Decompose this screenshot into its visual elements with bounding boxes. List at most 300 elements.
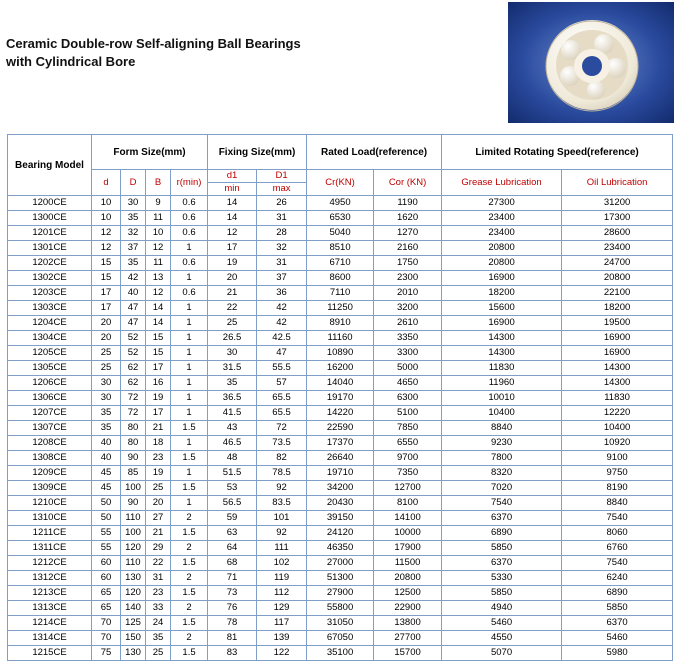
table-cell: 1306CE [8, 391, 92, 406]
table-cell: 20800 [442, 241, 562, 256]
table-cell: 34200 [307, 481, 374, 496]
table-cell: 40 [92, 436, 121, 451]
page-title [6, 35, 301, 71]
table-cell: 83.5 [257, 496, 307, 511]
table-cell: 6760 [562, 541, 673, 556]
table-cell: 1214CE [8, 616, 92, 631]
table-cell: 1 [171, 466, 208, 481]
table-cell: 73 [208, 586, 257, 601]
table-cell: 15 [146, 346, 171, 361]
table-row [8, 586, 673, 601]
table-cell: 22590 [307, 421, 374, 436]
table-cell: 1301CE [8, 241, 92, 256]
table-cell: 5100 [374, 406, 442, 421]
header-limited-speed: Limited Rotating Speed(reference) [442, 135, 673, 170]
table-cell: 1 [171, 406, 208, 421]
table-cell: 65.5 [257, 406, 307, 421]
table-cell: 1.5 [171, 616, 208, 631]
table-cell: 1311CE [8, 541, 92, 556]
table-cell: 13800 [374, 616, 442, 631]
table-cell: 1207CE [8, 406, 92, 421]
table-cell: 27000 [307, 556, 374, 571]
table-cell: 5460 [562, 631, 673, 646]
table-cell: 30 [121, 196, 146, 211]
table-cell: 46.5 [208, 436, 257, 451]
table-cell: 41.5 [208, 406, 257, 421]
table-cell: 43 [208, 421, 257, 436]
table-cell: 2010 [374, 286, 442, 301]
header-r-min: r(min) [171, 170, 208, 196]
table-cell: 26640 [307, 451, 374, 466]
table-cell: 16900 [562, 331, 673, 346]
table-cell: 1211CE [8, 526, 92, 541]
table-cell: 110 [121, 511, 146, 526]
table-cell: 51.5 [208, 466, 257, 481]
table-row [8, 436, 673, 451]
table-cell: 7110 [307, 286, 374, 301]
table-cell: 28600 [562, 226, 673, 241]
table-row [8, 316, 673, 331]
table-cell: 6710 [307, 256, 374, 271]
table-cell: 5070 [442, 646, 562, 661]
table-cell: 12 [146, 286, 171, 301]
table-cell: 78 [208, 616, 257, 631]
title-line-1: Ceramic Double-row Self-aligning Ball Bearings [6, 36, 301, 51]
table-cell: 18200 [562, 301, 673, 316]
table-cell: 1203CE [8, 286, 92, 301]
table-cell: 35 [92, 421, 121, 436]
table-cell: 24120 [307, 526, 374, 541]
table-cell: 68 [208, 556, 257, 571]
table-cell: 5040 [307, 226, 374, 241]
table-cell: 5850 [562, 601, 673, 616]
table-row [8, 541, 673, 556]
table-cell: 28 [257, 226, 307, 241]
table-row [8, 256, 673, 271]
table-cell: 55 [92, 541, 121, 556]
table-cell: 18200 [442, 286, 562, 301]
table-cell: 2 [171, 631, 208, 646]
table-cell: 70 [92, 631, 121, 646]
table-cell: 55 [92, 526, 121, 541]
table-cell: 2 [171, 571, 208, 586]
header-outer-d: D [121, 170, 146, 196]
table-cell: 65 [92, 601, 121, 616]
table-cell: 10890 [307, 346, 374, 361]
table-cell: 12 [92, 226, 121, 241]
table-cell: 14300 [442, 346, 562, 361]
header-cor: Cor (KN) [374, 170, 442, 196]
table-cell: 29 [146, 541, 171, 556]
table-cell: 9 [146, 196, 171, 211]
table-cell: 6370 [442, 556, 562, 571]
table-cell: 6300 [374, 391, 442, 406]
table-cell: 90 [121, 496, 146, 511]
table-cell: 1314CE [8, 631, 92, 646]
table-cell: 9100 [562, 451, 673, 466]
table-cell: 46350 [307, 541, 374, 556]
table-cell: 12 [92, 241, 121, 256]
table-row [8, 271, 673, 286]
table-row [8, 571, 673, 586]
table-cell: 11160 [307, 331, 374, 346]
table-row [8, 301, 673, 316]
table-cell: 31.5 [208, 361, 257, 376]
table-cell: 35 [121, 256, 146, 271]
table-cell: 25 [208, 316, 257, 331]
table-cell: 31 [257, 211, 307, 226]
table-cell: 120 [121, 586, 146, 601]
table-cell: 1 [171, 376, 208, 391]
table-cell: 6240 [562, 571, 673, 586]
table-cell: 56.5 [208, 496, 257, 511]
table-cell: 12500 [374, 586, 442, 601]
table-cell: 7540 [442, 496, 562, 511]
table-row [8, 331, 673, 346]
table-cell: 1.5 [171, 451, 208, 466]
table-cell: 17 [146, 361, 171, 376]
table-cell: 60 [92, 571, 121, 586]
table-cell: 21 [208, 286, 257, 301]
table-cell: 47 [121, 316, 146, 331]
header-form-size: Form Size(mm) [92, 135, 208, 170]
table-cell: 16 [146, 376, 171, 391]
table-cell: 62 [121, 376, 146, 391]
table-cell: 1302CE [8, 271, 92, 286]
table-cell: 81 [208, 631, 257, 646]
table-cell: 100 [121, 526, 146, 541]
table-cell: 40 [121, 286, 146, 301]
table-cell: 20 [146, 496, 171, 511]
table-cell: 24 [146, 616, 171, 631]
table-cell: 22 [146, 556, 171, 571]
table-cell: 120 [121, 541, 146, 556]
table-cell: 1304CE [8, 331, 92, 346]
table-cell: 40 [92, 451, 121, 466]
header-cr: Cr(KN) [307, 170, 374, 196]
table-cell: 65.5 [257, 391, 307, 406]
table-cell: 22100 [562, 286, 673, 301]
table-cell: 27900 [307, 586, 374, 601]
table-cell: 4550 [442, 631, 562, 646]
table-cell: 5980 [562, 646, 673, 661]
table-cell: 6530 [307, 211, 374, 226]
table-cell: 11960 [442, 376, 562, 391]
table-cell: 10 [146, 226, 171, 241]
table-cell: 47 [257, 346, 307, 361]
table-row [8, 241, 673, 256]
table-cell: 1206CE [8, 376, 92, 391]
table-cell: 0.6 [171, 226, 208, 241]
table-cell: 1210CE [8, 496, 92, 511]
table-row [8, 361, 673, 376]
table-cell: 15 [92, 271, 121, 286]
table-cell: 75 [92, 646, 121, 661]
header-grease: Grease Lubrication [442, 170, 562, 196]
table-cell: 21 [146, 526, 171, 541]
table-cell: 10010 [442, 391, 562, 406]
table-cell: 57 [257, 376, 307, 391]
table-cell: 1 [171, 241, 208, 256]
table-cell: 35 [121, 211, 146, 226]
table-cell: 14220 [307, 406, 374, 421]
table-cell: 19710 [307, 466, 374, 481]
sub-header-row [8, 170, 673, 183]
table-cell: 47 [121, 301, 146, 316]
table-cell: 8910 [307, 316, 374, 331]
table-cell: 2300 [374, 271, 442, 286]
table-cell: 14 [208, 211, 257, 226]
table-cell: 14 [208, 196, 257, 211]
table-cell: 19 [146, 391, 171, 406]
table-cell: 1620 [374, 211, 442, 226]
table-row [8, 466, 673, 481]
table-cell: 7850 [374, 421, 442, 436]
table-cell: 39150 [307, 511, 374, 526]
table-cell: 1310CE [8, 511, 92, 526]
table-row [8, 286, 673, 301]
table-row [8, 526, 673, 541]
table-cell: 17300 [562, 211, 673, 226]
table-cell: 139 [257, 631, 307, 646]
table-cell: 1305CE [8, 361, 92, 376]
table-cell: 4950 [307, 196, 374, 211]
table-cell: 33 [146, 601, 171, 616]
table-cell: 17900 [374, 541, 442, 556]
table-cell: 1312CE [8, 571, 92, 586]
table-cell: 18 [146, 436, 171, 451]
table-cell: 1300CE [8, 211, 92, 226]
table-cell: 35 [146, 631, 171, 646]
table-cell: 2 [171, 511, 208, 526]
table-cell: 119 [257, 571, 307, 586]
table-cell: 1 [171, 346, 208, 361]
table-cell: 10000 [374, 526, 442, 541]
table-cell: 55.5 [257, 361, 307, 376]
table-cell: 117 [257, 616, 307, 631]
table-cell: 16200 [307, 361, 374, 376]
table-cell: 1309CE [8, 481, 92, 496]
table-cell: 7020 [442, 481, 562, 496]
table-cell: 1 [171, 436, 208, 451]
table-cell: 8510 [307, 241, 374, 256]
table-cell: 1190 [374, 196, 442, 211]
table-cell: 17 [146, 406, 171, 421]
table-row [8, 511, 673, 526]
table-cell: 71 [208, 571, 257, 586]
table-cell: 72 [121, 406, 146, 421]
table-cell: 55800 [307, 601, 374, 616]
table-cell: 10400 [442, 406, 562, 421]
table-cell: 1.5 [171, 646, 208, 661]
table-row [8, 391, 673, 406]
table-cell: 35 [92, 406, 121, 421]
header-d1: d1 [208, 170, 257, 183]
table-cell: 150 [121, 631, 146, 646]
table-cell: 14 [146, 301, 171, 316]
table-cell: 42.5 [257, 331, 307, 346]
table-cell: 12 [208, 226, 257, 241]
table-cell: 7350 [374, 466, 442, 481]
table-cell: 1201CE [8, 226, 92, 241]
table-cell: 6370 [562, 616, 673, 631]
table-cell: 15700 [374, 646, 442, 661]
table-cell: 1212CE [8, 556, 92, 571]
table-cell: 7540 [562, 511, 673, 526]
header-min: min [208, 183, 257, 196]
table-row [8, 346, 673, 361]
table-cell: 15 [146, 331, 171, 346]
table-cell: 45 [92, 466, 121, 481]
table-cell: 1205CE [8, 346, 92, 361]
header-oil: Oil Lubrication [562, 170, 673, 196]
table-cell: 1213CE [8, 586, 92, 601]
table-cell: 80 [121, 436, 146, 451]
table-cell: 27300 [442, 196, 562, 211]
table-cell: 20 [92, 331, 121, 346]
table-row [8, 496, 673, 511]
table-cell: 1270 [374, 226, 442, 241]
table-cell: 37 [257, 271, 307, 286]
table-cell: 26 [257, 196, 307, 211]
table-cell: 50 [92, 496, 121, 511]
table-cell: 112 [257, 586, 307, 601]
table-cell: 0.6 [171, 286, 208, 301]
table-cell: 1209CE [8, 466, 92, 481]
table-cell: 36.5 [208, 391, 257, 406]
table-cell: 20 [92, 316, 121, 331]
table-cell: 35 [208, 376, 257, 391]
table-cell: 85 [121, 466, 146, 481]
table-cell: 10 [92, 211, 121, 226]
table-cell: 122 [257, 646, 307, 661]
table-cell: 5460 [442, 616, 562, 631]
table-cell: 10 [92, 196, 121, 211]
table-cell: 2 [171, 601, 208, 616]
table-cell: 16900 [562, 346, 673, 361]
table-cell: 13 [146, 271, 171, 286]
table-cell: 20800 [562, 271, 673, 286]
table-cell: 5330 [442, 571, 562, 586]
table-cell: 42 [121, 271, 146, 286]
table-cell: 24700 [562, 256, 673, 271]
table-cell: 7800 [442, 451, 562, 466]
table-cell: 12220 [562, 406, 673, 421]
table-row [8, 631, 673, 646]
header-b: B [146, 170, 171, 196]
table-cell: 129 [257, 601, 307, 616]
header-bearing-model: Bearing Model [8, 135, 92, 196]
table-cell: 6890 [442, 526, 562, 541]
header-fixing-size: Fixing Size(mm) [208, 135, 307, 170]
table-cell: 14300 [562, 376, 673, 391]
table-cell: 16900 [442, 271, 562, 286]
table-cell: 27700 [374, 631, 442, 646]
table-cell: 111 [257, 541, 307, 556]
table-cell: 5850 [442, 541, 562, 556]
table-cell: 42 [257, 316, 307, 331]
table-cell: 80 [121, 421, 146, 436]
table-cell: 8100 [374, 496, 442, 511]
table-cell: 1.5 [171, 421, 208, 436]
table-cell: 27 [146, 511, 171, 526]
table-cell: 11 [146, 256, 171, 271]
table-cell: 23400 [442, 211, 562, 226]
table-cell: 25 [146, 646, 171, 661]
table-cell: 8840 [442, 421, 562, 436]
table-cell: 1.5 [171, 526, 208, 541]
table-cell: 1303CE [8, 301, 92, 316]
table-cell: 1.5 [171, 481, 208, 496]
table-cell: 130 [121, 571, 146, 586]
bearing-spec-table [7, 134, 673, 661]
table-cell: 83 [208, 646, 257, 661]
table-cell: 14 [146, 316, 171, 331]
table-cell: 17 [92, 301, 121, 316]
table-cell: 31 [257, 256, 307, 271]
table-cell: 30 [92, 391, 121, 406]
table-row [8, 646, 673, 661]
table-cell: 15600 [442, 301, 562, 316]
table-cell: 1 [171, 316, 208, 331]
table-cell: 14300 [562, 361, 673, 376]
table-cell: 4650 [374, 376, 442, 391]
table-cell: 52 [121, 346, 146, 361]
table-cell: 8840 [562, 496, 673, 511]
table-row [8, 406, 673, 421]
table-cell: 25 [146, 481, 171, 496]
table-cell: 19170 [307, 391, 374, 406]
table-cell: 63 [208, 526, 257, 541]
table-row [8, 481, 673, 496]
table-row [8, 211, 673, 226]
table-cell: 23 [146, 586, 171, 601]
table-cell: 3200 [374, 301, 442, 316]
table-cell: 17 [92, 286, 121, 301]
table-cell: 1.5 [171, 556, 208, 571]
table-cell: 1 [171, 496, 208, 511]
table-cell: 2160 [374, 241, 442, 256]
header-max: max [257, 183, 307, 196]
table-cell: 1.5 [171, 586, 208, 601]
table-cell: 32 [121, 226, 146, 241]
table-cell: 32 [257, 241, 307, 256]
table-cell: 17370 [307, 436, 374, 451]
table-row [8, 616, 673, 631]
group-header-row [8, 135, 673, 170]
header-d: d [92, 170, 121, 196]
table-cell: 51300 [307, 571, 374, 586]
table-cell: 10400 [562, 421, 673, 436]
title-line-2: with Cylindrical Bore [6, 54, 136, 69]
table-cell: 9700 [374, 451, 442, 466]
table-cell: 14300 [442, 331, 562, 346]
table-cell: 9230 [442, 436, 562, 451]
table-cell: 20430 [307, 496, 374, 511]
table-cell: 0.6 [171, 196, 208, 211]
table-cell: 11250 [307, 301, 374, 316]
table-cell: 9750 [562, 466, 673, 481]
table-cell: 1 [171, 391, 208, 406]
table-cell: 6370 [442, 511, 562, 526]
table-cell: 45 [92, 481, 121, 496]
table-row [8, 451, 673, 466]
table-cell: 31050 [307, 616, 374, 631]
table-cell: 60 [92, 556, 121, 571]
table-cell: 3300 [374, 346, 442, 361]
table-cell: 65 [92, 586, 121, 601]
table-cell: 23 [146, 451, 171, 466]
